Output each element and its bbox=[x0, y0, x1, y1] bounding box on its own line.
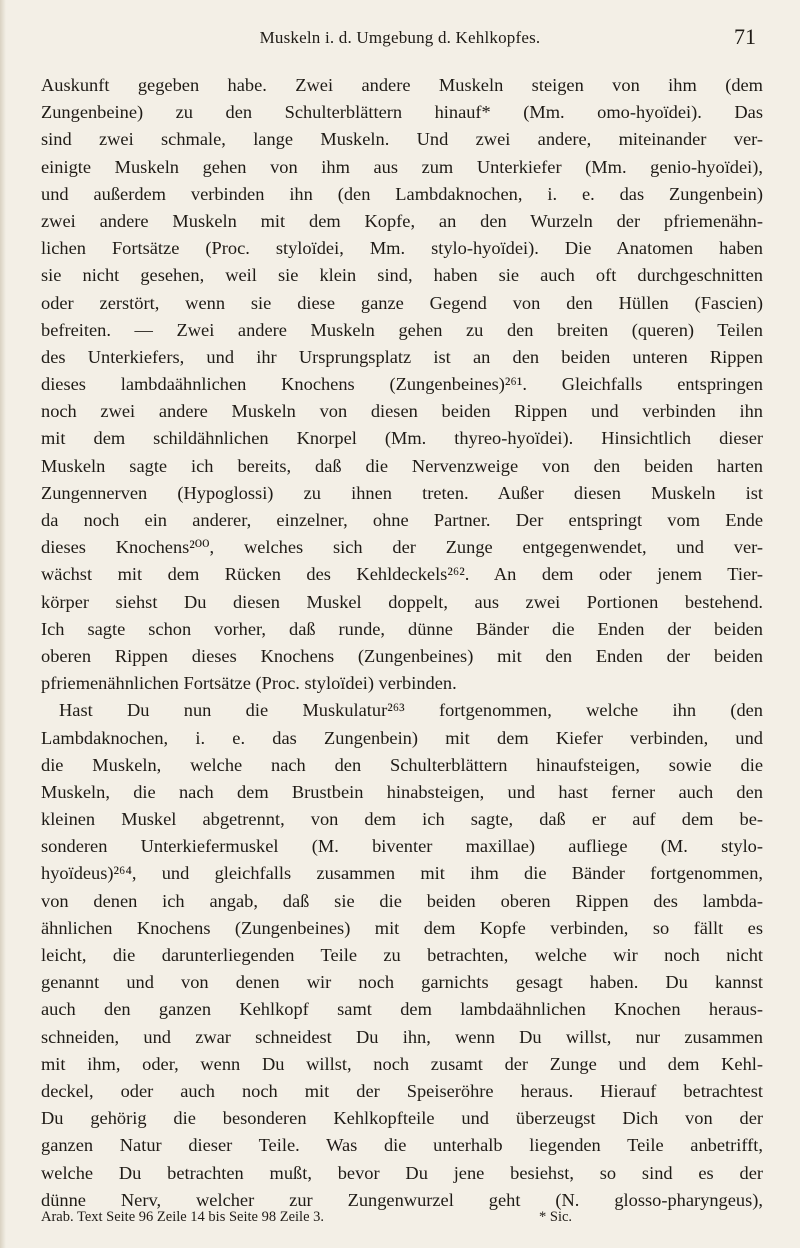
text-line: von denen ich angab, daß sie die beiden oberen Rippen des lambda- bbox=[41, 890, 763, 911]
text-line: dünne Nerv, welcher zur Zungenwurzel geht (N. glosso-pharyngeus), bbox=[41, 1189, 763, 1210]
text-line: einigte Muskeln gehen von ihm aus zum Unterkiefer (Mm. genio-hyoïdei), bbox=[41, 156, 763, 177]
running-head: Muskeln i. d. Umgebung d. Kehlkopfes. bbox=[259, 28, 541, 47]
text-line: mit dem schildähnlichen Knorpel (Mm. thyreo-hyoïdei). Hinsichtlich dieser bbox=[41, 428, 763, 449]
body-text bbox=[41, 72, 763, 1214]
text-line: und außerdem verbinden ihn (den Lambdaknochen, i. e. das Zungenbein) bbox=[41, 183, 763, 204]
text-line: pfriemenähnlichen Fortsätze (Proc. styloïdei) verbinden. bbox=[41, 673, 457, 694]
text-line: hyoïdeus)²⁶⁴, und gleichfalls zusammen mit ihm die Bänder fortgenommen, bbox=[41, 863, 763, 884]
text-line: oder zerstört, wenn sie diese ganze Gegend von den Hüllen (Fascien) bbox=[41, 292, 763, 313]
page-edge-shadow bbox=[0, 0, 6, 1248]
footnote: * Sic. bbox=[539, 1209, 573, 1225]
text-line: zwei andere Muskeln mit dem Kopfe, an den Wurzeln der pfriemenähn- bbox=[41, 210, 763, 231]
text-line: Lambdaknochen, i. e. das Zungenbein) mit dem Kiefer verbinden, und bbox=[41, 727, 763, 748]
text-line: dieses lambdaähnlichen Knochens (Zungenbeines)²⁶¹. Gleichfalls entspringen bbox=[41, 374, 763, 395]
text-line: sie nicht gesehen, weil sie klein sind, haben sie auch oft durchgeschnitten bbox=[41, 265, 763, 286]
text-line: welche Du betrachten mußt, bevor Du jene besiehst, so sind es der bbox=[41, 1162, 763, 1183]
text-line: des Unterkiefers, und ihr Ursprungsplatz ist an den beiden unteren Rippen bbox=[41, 346, 763, 367]
text-line: sind zwei schmale, lange Muskeln. Und zwei andere, miteinander ver- bbox=[41, 129, 763, 150]
text-line: auch den ganzen Kehlkopf samt dem lambdaähnlichen Knochen heraus- bbox=[41, 999, 763, 1020]
text-line: Auskunft gegeben habe. Zwei andere Muskeln steigen von ihm (dem bbox=[41, 75, 763, 95]
text-line: körper siehst Du diesen Muskel doppelt, aus zwei Portionen bestehend. bbox=[41, 591, 763, 612]
text-line: Zungenbeine) zu den Schulterblättern hinauf* (Mm. omo-hyoïdei). Das bbox=[41, 102, 763, 123]
text-line: schneiden, und zwar schneidest Du ihn, wenn Du willst, nur zusammen bbox=[41, 1026, 763, 1047]
text-line: leicht, die darunterliegenden Teile zu betrachten, welche wir noch nicht bbox=[41, 945, 763, 965]
text-line: befreiten. — Zwei andere Muskeln gehen zu den breiten (queren) Teilen bbox=[41, 319, 763, 340]
page-footer bbox=[41, 1209, 763, 1226]
source-reference: Arab. Text Seite 96 Zeile 14 bis Seite 98 Zeile 3. bbox=[41, 1209, 325, 1225]
text-line: dieses Knochens²⁰⁰, welches sich der Zunge entgegenwendet, und ver- bbox=[41, 537, 763, 558]
text-line: sonderen Unterkiefermuskel (M. biventer maxillae) aufliege (M. stylo- bbox=[41, 836, 763, 857]
text-line: ganzen Natur dieser Teile. Was die unterhalb liegenden Teile anbetrifft, bbox=[41, 1135, 763, 1156]
text-line: genannt und von denen wir noch garnichts gesagt haben. Du kannst bbox=[41, 972, 763, 993]
text-line: Du gehörig die besonderen Kehlkopfteile und überzeugst Dich von der bbox=[41, 1108, 763, 1129]
text-line: deckel, oder auch noch mit der Speiseröhre heraus. Hierauf betrachtest bbox=[41, 1080, 763, 1101]
text-line: ähnlichen Knochens (Zungenbeines) mit dem Kopfe verbinden, so fällt es bbox=[41, 917, 763, 938]
text-line: Muskeln, die nach dem Brustbein hinabsteigen, und hast ferner auch den bbox=[41, 781, 763, 802]
text-line: Muskeln sagte ich bereits, daß die Nervenzweige von den beiden harten bbox=[41, 455, 763, 476]
text-line: noch zwei andere Muskeln von diesen beiden Rippen und verbinden ihn bbox=[41, 401, 763, 422]
text-line: kleinen Muskel abgetrennt, von dem ich sagte, daß er auf dem be- bbox=[41, 809, 763, 830]
text-line: die Muskeln, welche nach den Schulterblättern hinaufsteigen, sowie die bbox=[41, 754, 763, 775]
text-line: da noch ein anderer, einzelner, ohne Partner. Der entspringt vom Ende bbox=[41, 510, 763, 530]
text-line: Hast Du nun die Muskulatur²⁶³ fortgenommen, welche ihn (den bbox=[59, 700, 763, 721]
page-number: 71 bbox=[734, 24, 756, 49]
text-line: Zungennerven (Hypoglossi) zu ihnen treten. Außer diesen Muskeln ist bbox=[41, 482, 763, 503]
text-line: Ich sagte schon vorher, daß runde, dünne Bänder die Enden der beiden bbox=[41, 618, 763, 639]
text-line: lichen Fortsätze (Proc. styloïdei, Mm. stylo-hyoïdei). Die Anatomen haben bbox=[41, 238, 763, 259]
text-line: oberen Rippen dieses Knochens (Zungenbeines) mit den Enden der beiden bbox=[41, 645, 763, 666]
text-line: mit ihm, oder, wenn Du willst, noch zusamt der Zunge und dem Kehl- bbox=[41, 1053, 763, 1074]
text-line: wächst mit dem Rücken des Kehldeckels²⁶². An dem oder jenem Tier- bbox=[41, 564, 763, 585]
